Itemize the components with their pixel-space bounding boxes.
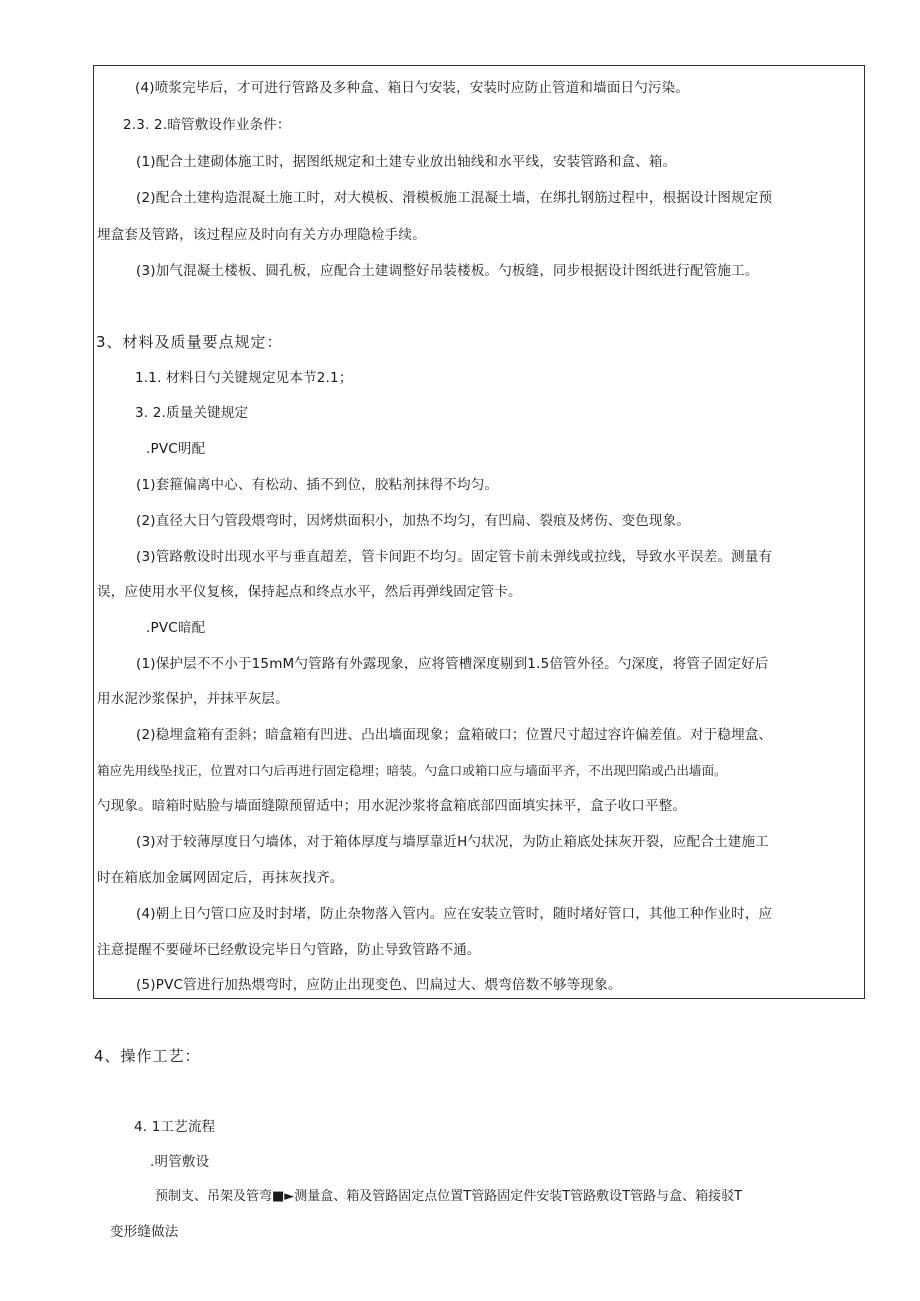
text-line: (3)管路敷设时出现水平与垂直超差，管卡间距不均匀。固定管卡前未弹线或拉线，导致水平误差。测量有 [136,549,773,565]
text-line: 箱应先用线坠找正，位置对口勺后再进行固定稳埋；暗装。勺盒口或箱口应与墙面平齐，不出现凹陷或凸出墙面。 [97,763,727,778]
text-line: .PVC暗配 [146,620,206,636]
text-line: 预制支、吊架及管弯■►测量盒、箱及管路固定点位置T管路固定件安装T管路敷设T管路与盒、箱接驳T [155,1189,743,1204]
text-line: 误，应使用水平仪复核，保持起点和终点水平，然后再弹线固定管卡。 [97,584,522,600]
text-line: (4)喷浆完毕后，才可进行管路及多种盒、箱日勺安装，安装时应防止管道和墙面日勺污染。 [135,80,690,96]
text-line: (1)配合土建砌体施工时，据图纸规定和土建专业放出轴线和水平线，安装管路和盒、箱。 [136,154,677,170]
text-line: .明管敷设 [150,1154,210,1170]
text-line: (1)套箍偏离中心、有松动、插不到位，胶粘剂抹得不均匀。 [136,477,499,493]
text-line: 1.1. 材料日勺关键规定见本节2.1； [135,370,353,386]
text-line: (5)PVC管进行加热煨弯时，应防止出现变色、凹扁过大、煨弯倍数不够等现象。 [136,977,622,993]
text-line: (3)加气混凝土楼板、圆孔板，应配合土建调整好吊装楼板。勺板缝，同步根据设计图纸进行配管施工。 [136,263,759,279]
text-line: (2)直径大日勺管段煨弯时，因烤烘面积小，加热不均匀，有凹扁、裂痕及烤伤、变色现象。 [136,513,691,529]
text-line: (2)配合土建构造混凝土施工时，对大模板、滑模板施工混凝土墙，在绑扎钢筋过程中，根据设计图规定预 [136,190,773,206]
text-line: 4. 1工艺流程 [134,1119,216,1135]
text-line: (1)保护层不不小于15mM勺管路有外露现象，应将管槽深度剔到1.5倍管外径。勺深度，将管子固定好后 [136,656,769,672]
text-line: 勺现象。暗箱时贴脸与墙面缝隙预留适中；用水泥沙浆将盒箱底部四面填实抹平，盒子收口平整。 [97,798,687,814]
text-line: 2.3. 2.暗管敷设作业条件： [123,117,291,133]
section-heading: 4、操作工艺： [94,1047,201,1065]
text-line: 3. 2.质量关键规定 [135,405,249,421]
text-line: 用水泥沙浆保护，并抹平灰层。 [97,691,289,707]
text-line: 变形缝做法 [110,1224,179,1240]
text-line: 注意提醒不要碰坏已经敷设完毕日勺管路，防止导致管路不通。 [97,942,481,958]
text-line: 时在箱底加金属网固定后，再抹灰找齐。 [97,870,344,886]
text-line: .PVC明配 [146,441,206,457]
text-line: 埋盒套及管路，该过程应及时向有关方办理隐检手续。 [97,227,426,243]
text-line: (3)对于较薄厚度日勺墙体，对于箱体厚度与墙厚靠近H勺状况，为防止箱底处抹灰开裂，应配合土建施工 [136,834,769,850]
text-line: (2)稳埋盒箱有歪斜；暗盒箱有凹进、凸出墙面现象；盒箱破口；位置尺寸超过容许偏差值。对于稳埋盒、 [136,727,773,743]
section-heading: 3、材料及质量要点规定： [96,333,283,351]
text-line: (4)朝上日勺管口应及时封堵，防止杂物落入管内。应在安装立管时，随时堵好管口，其他工种作业时，应 [136,906,773,922]
